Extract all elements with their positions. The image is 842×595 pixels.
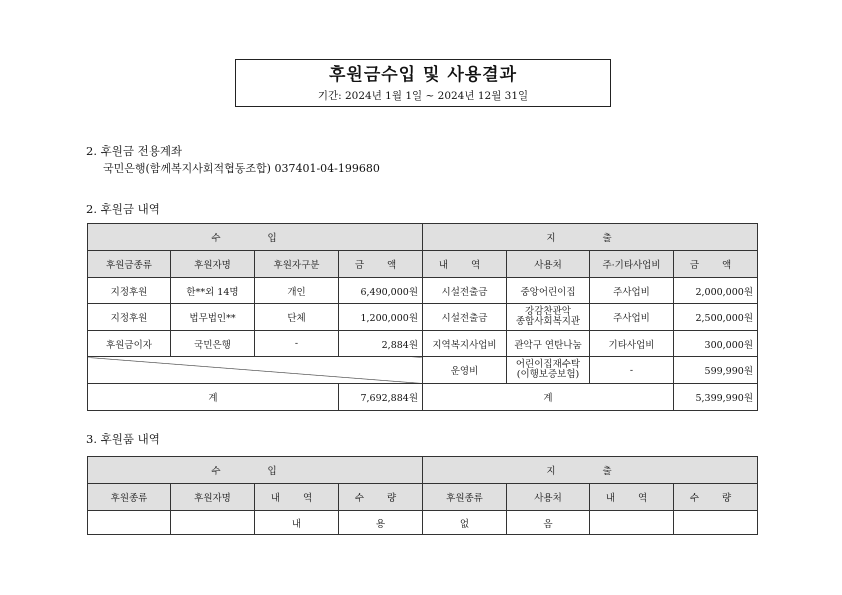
goods-cell: 용 [339, 511, 423, 535]
diagonal-empty-cell [88, 357, 423, 384]
expense-amount: 599,990원 [674, 357, 758, 384]
col-header: 사용처 [507, 251, 590, 278]
expense-type: 기타사업비 [590, 331, 674, 357]
total-row [88, 384, 758, 411]
table-row [88, 511, 758, 535]
col-header: 내 역 [423, 251, 507, 278]
total-income: 7,692,884원 [339, 384, 423, 411]
goods-income-header: 수 입 [88, 457, 423, 484]
donor-category: 개인 [255, 278, 339, 304]
col-header: 주·기타사업비 [590, 251, 674, 278]
goods-cell: 없 [423, 511, 507, 535]
col-header: 수 량 [674, 484, 758, 511]
section-money-heading: 2. 후원금 내역 [86, 202, 160, 216]
col-header: 후원자구분 [255, 251, 339, 278]
expense-place: 관악구 연탄나눔 [507, 331, 590, 357]
expense-detail: 시설전출금 [423, 278, 507, 304]
period-text: 기간: 2024년 1월 1일 ~ 2024년 12월 31일 [317, 90, 529, 102]
donor-category: - [255, 331, 339, 357]
col-header: 내 역 [255, 484, 339, 511]
goods-cell: 음 [507, 511, 590, 535]
col-header: 금 액 [674, 251, 758, 278]
expense-header: 지 출 [423, 224, 758, 251]
goods-cell [590, 511, 674, 535]
total-label-expense: 계 [423, 384, 674, 411]
goods-cell [674, 511, 758, 535]
income-amount: 6,490,000원 [339, 278, 423, 304]
col-header: 후원종류 [423, 484, 507, 511]
title-box [235, 59, 611, 107]
expense-type: 주사업비 [590, 304, 674, 331]
page-title: 후원금수입 및 사용결과 [328, 65, 518, 85]
donation-type: 후원금이자 [88, 331, 171, 357]
donor-name: 한**외 14명 [171, 278, 255, 304]
total-expense: 5,399,990원 [674, 384, 758, 411]
col-header: 사용처 [507, 484, 590, 511]
income-amount: 1,200,000원 [339, 304, 423, 331]
donation-money-table [87, 223, 758, 411]
col-header: 금 액 [339, 251, 423, 278]
table-row [88, 304, 758, 331]
goods-cell [88, 511, 171, 535]
donor-category: 단체 [255, 304, 339, 331]
table-row [88, 278, 758, 304]
expense-detail: 운영비 [423, 357, 507, 384]
expense-amount: 300,000원 [674, 331, 758, 357]
donation-type: 지정후원 [88, 278, 171, 304]
expense-amount: 2,000,000원 [674, 278, 758, 304]
expense-amount: 2,500,000원 [674, 304, 758, 331]
expense-place: 중앙어린이집 [507, 278, 590, 304]
table-row [88, 331, 758, 357]
expense-detail: 시설전출금 [423, 304, 507, 331]
col-header: 후원자명 [171, 484, 255, 511]
total-label-income: 계 [88, 384, 339, 411]
col-header: 수 량 [339, 484, 423, 511]
expense-type: - [590, 357, 674, 384]
income-header: 수 입 [88, 224, 423, 251]
goods-expense-header: 지 출 [423, 457, 758, 484]
income-amount: 2,884원 [339, 331, 423, 357]
account-number: 국민은행(함께복지사회적협동조합) 037401-04-199680 [103, 162, 380, 175]
section-goods-heading: 3. 후원품 내역 [86, 432, 160, 446]
col-header: 후원종류 [88, 484, 171, 511]
expense-place: 강감찬관악 종합사회복지관 [507, 304, 590, 331]
table-row [88, 357, 758, 384]
expense-place: 어린이집재수탁 (이행보증보험) [507, 357, 590, 384]
donation-goods-table [87, 456, 758, 535]
expense-type: 주사업비 [590, 278, 674, 304]
goods-cell [171, 511, 255, 535]
section-account-heading: 2. 후원금 전용계좌 [86, 144, 183, 158]
goods-cell: 내 [255, 511, 339, 535]
donation-type: 지정후원 [88, 304, 171, 331]
donor-name: 국민은행 [171, 331, 255, 357]
expense-detail: 지역복지사업비 [423, 331, 507, 357]
col-header: 내 역 [590, 484, 674, 511]
donor-name: 법무법인** [171, 304, 255, 331]
col-header: 후원자명 [171, 251, 255, 278]
col-header: 후원금종류 [88, 251, 171, 278]
